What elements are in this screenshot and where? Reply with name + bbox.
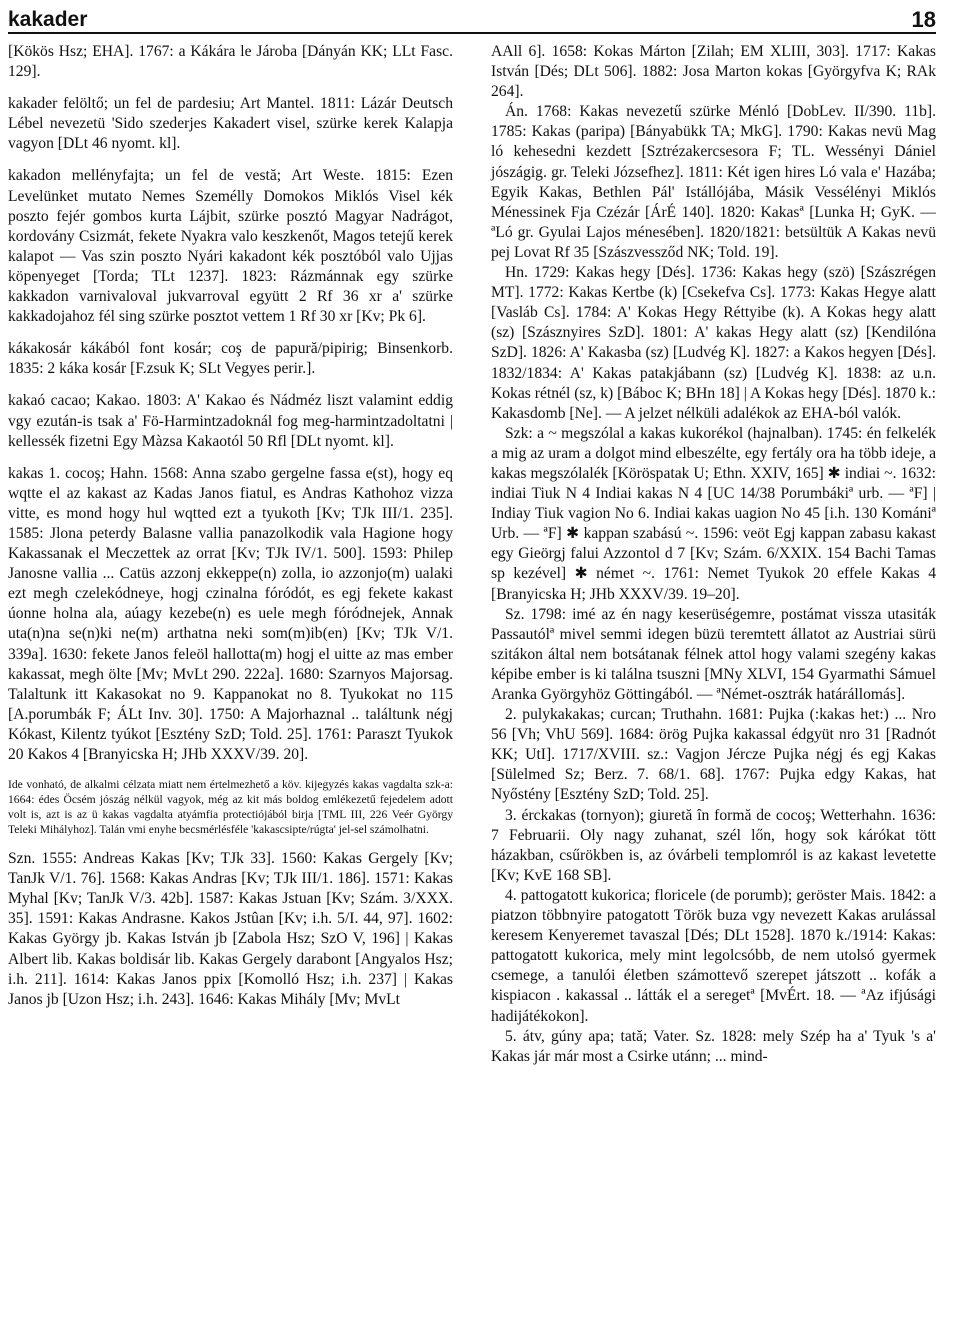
dictionary-page <box>0 2 960 1329</box>
saying-section: Sz. 1798: imé az én nagy keserüségemre, postámat vissza utasiták Passautólª mivel semmi idegen büzü teremtett állatot az Austriai sürü szitákon által nem botsátanak félnek attol hogy valami szegény kakas képibe ember is ki találna tsuszni [MNy XLVI, 154 Gyarmathi Sámuel Aranka Györgyhöz Göttingából. — ªNémet-osztrák határállomás]. <box>491 605 936 703</box>
sense-3: 3. érckakas (tornyon); giuretă în formă de cocoş; Wetterhahn. 1636: 7 Februarii. Oly nagy zuhanat, szél lőn, hogy sok kárókat tött házakban, csűrökben is, az óvárbeli templomról is az kakast levetette [Kv; KvE 168 SB]. <box>491 806 936 884</box>
entry-kakakosar: kákakosár kákából font kosár; coş de papură/pipirig; Binsenkorb. 1835: 2 káka kosár [F.zsuk K; SLt Vegyes perir.]. <box>8 340 453 378</box>
phrase-section: Szk: a ~ megszólal a kakas kukorékol (hajnalban). 1745: én felkelék a mig az uram a dolgot mind elbeszélte, egy fertály ora ha több ideje, a kakas megszólalék [Köröspatak U; Ethn. XXIV, 165] ✱ indiai ~. 1632: indiai Tiuk N 4 Indiai kakas N 4 [UC 14/38 Porumbákiª urb. — ªF] | Indiay Tiuk vagion No 6. Indiai kakas uagion No 45 [i.h. 130 Komániª Urb. — ªF] ✱ kappan szabású ~. 1596: veöt Egj kappan zabasu kakast egy Gieörgj falui Azzontol d 7 [Kv; Szám. 6/XXIX. 154 Bachi Tamas sp kezével] ✱ német ~. 1761: Nemet Tyukok 20 effele Kakas 4 [Branyicska H; JHb XXXV/39. 19–20]. <box>491 424 936 603</box>
page-number: 18 <box>911 7 936 32</box>
surname-section: Szn. 1555: Andreas Kakas [Kv; TJk 33]. 1560: Kakas Gergely [Kv; TanJk V/1. 76]. 1568: Kakas Andras [Kv; TJk III/1. 186]. 1571: Kakas Myhal [Kv; TanJk V/3. 42b]. 1587: Kakas Jstuan [Kv; Szám. 3/XXX. 35]. 1591: Kakas Andrasne. Kakos Jstûan [Kv; i.h. 5/I. 44, 97]. 1602: Kakas György jb. Kakas István jb [Zabola Hsz; SzO V, 196] | Kakas Albert lib. Kakas boldisár lib. Kakas Gergely darabont [Angyalos Hsz; i.h. 211]. 1614: Kakas Janos ppix [Komolló Hsz; i.h. 237] | Kakas Janos jb [Uzon Hsz; i.h. 243]. 1646: Kakas Mihály [Mv; MvLt <box>8 850 453 1008</box>
entry-kakas: kakas 1. cocoş; Hahn. 1568: Anna szabo gergelne fassa e(st), hogy eq wqtte el az kakast az Kadas Janos fiatul, es Andras Kathohoz vizza vitte, es mond hogy hul wqtted ezt a tyukoth [Kv; TJk III/1. 235]. 1585: Jlona peterdy Balasne vallia panazolkodik vala Hagione hogy Kakassanak el Meczettek az orrat [Kv; TJk IV/1. 500]. 1593: Philep Janosne vallia ... Catüs azzonj ekkeppe(n) zolla, io azzonjo(m) ualaki ezt megh czelekódneye, hogj czinalna fóródót, es egj fekete kakast úonne holna ala, aúagy kezebe(n) es uele megh fóródnejek, Annak uta(n)na se(n)ki ne(m) arthatna neki som(m)ib(en) [Kv; TJk V/1. 339a]. 1630: fekete Janos feleöl hallotta(m) hogj el uitte az mas ember kakassat, megh ölte [Mv; MvLt 290. 222a]. 1680: Szarnyos Majorsag. Talaltunk itt Kakasokat no 9. Kappanokat no 8. Tyukokat no 115 [A.porumbák F; ÁLt Inv. 30]. 1750: A Majorhaznal .. találtunk négj Kókast, Kilentz tyúkot [Esztény SzD; Told. 25]. 1761: Paraszt Tyukok 20 Kakos 4 [Branyicska H; JHb XXXV/39. 20]. <box>8 464 453 763</box>
sense-2: 2. pulykakakas; curcan; Truthahn. 1681: Pujka (:kakas het:) ... Nro 56 [Vh; VhU 569]. 1684: örög Pujka kakassal édgyüt nro 31 [Radnót KK; UtI]. 1717/XVIII. sz.: Vagjon Jércze Pujka négj és egj Kakas [Sülelmed Sz; Berz. 7. 68/1. 68]. 1767: Pujka edgy Kakas, hat Nyőstény [Esztény SzD; Told. 25]. <box>491 706 936 804</box>
surname-continuation: AAll 6]. 1658: Kokas Márton [Zilah; EM XLIII, 303]. 1717: Kakas István [Dés; DLt 506]. 1882: Josa Marton kokas [Györgyfva K; RAk 264]. <box>491 43 936 101</box>
entry-fragment: [Kökös Hsz; EHA]. 1767: a Kákára le Jároba [Dányán KK; LLt Fasc. 129]. <box>8 43 453 81</box>
entry-kakao: kakaó cacao; Kakao. 1803: A' Kakao és Nádméz liszt valamint eddig vgy ezután-is tsak a' Fö-Harmintzadoknál fog meg-harmintzadoltatni | kellessék fizetni Egy Màzsa Kakaotól 50 Rfl [DLt nyomt. kl]. <box>8 392 453 450</box>
animal-name-section: Án. 1768: Kakas nevezetű szürke Ménló [DobLev. II/390. 11b]. 1785: Kakas (paripa) [Bányabükk TA; MkG]. 1790: Kakas nevü Mag ló kehesedni kezdett [Sztrézakercsesora F; TL. Wessényi Dániel jószágig. gr. Teleki Józsefhez]. 1811: Két igen hires Ló vala e' Hazába; Egyik Kakas, Bethlen Pál' Istállójába, Másik Vessélényi Miklós Ménessinek Fja Czézár [ÁrÉ 140]. 1820: Kakasª [Lunka H; GyK. — ªLó gr. Gyulai Lajos ménesében]. 1820/1821: betsültük A Kakas nevü pej Lovat Rf 35 [Szászvessződ NK; Told. 19]. <box>491 103 936 261</box>
two-column-body <box>8 42 936 1067</box>
sense-5: 5. átv, gúny apa; tată; Vater. Sz. 1828: mely Szép ha a' Tyuk 's a' Kakas jár már most a Csirke utánn; ... mind- <box>491 1027 936 1065</box>
right-column <box>491 42 936 1067</box>
editorial-note <box>8 777 453 837</box>
running-headword: kakader <box>8 8 88 31</box>
entry-kakader: kakader felöltő; un fel de pardesiu; Art Mantel. 1811: Lázár Deutsch Lébel nevezetü 'Sido szederjes Kakadert visel, szürke kerek Kalapja vagyon [DLt 46 nyomt. kl]. <box>8 95 453 153</box>
note-text: Ide vonható, de alkalmi célzata miatt nem értelmezhető a köv. kijegyzés kakas vagdalta szk-a: 1664: édes Öcsém jószág nélkül vagyok, még az kit más boldog emlékezetű fejedelem adott volt is, azt is az ü kakas vagdalta atyámfia protectiójából birja [TML III, 226 Veér György Teleki Mihályhoz]. Talán vmi enyhe becsmérlésféle 'kakascsipte/rúgta' jel-sel számolhatni. <box>8 778 453 837</box>
left-column <box>8 42 453 1067</box>
entry-kakadon: kakadon mellényfajta; un fel de vestă; Art Weste. 1815: Ezen Levelünket mutato Nemes Személly Domokos Miklós Visel kék poszto fejér gombos kurta Lájbit, szürke posztó Magyar Nadrágot, kordovány Csizmát, fekete Nyakra valo keszkenőt, Magos tetejű kerek kalapot — Vas szin poszto Nyári kakadont kék posztóból valo Ujjas köpenyeget [Torda; TLt 1237]. 1823: Rázmánnak egy szürke kakkadon varnivaloval jukvarroval együtt 2 Rf 36 xr a' szürke kakkadojahoz fél sing szürke posztot vettem 1 Rf 30 xr [Kv; Pk 6]. <box>8 167 453 326</box>
page-header <box>8 2 936 34</box>
place-name-section: Hn. 1729: Kakas hegy [Dés]. 1736: Kakas hegy (szö) [Szászrégen MT]. 1772: Kakas Kertbe (k) [Csekefva Cs]. 1773: Kakas Hegye alatt [Vasláb Cs]. 1784: A' Kokas Hegy Réttyibe (k). A Kokas hegy alatt (sz) [Szásznyires SzD]. 1801: A' kakas Hegy alatt (sz) [Kendilóna SzD]. 1826: A' Kakasba (sz) [Ludvég K]. 1827: a Kakos hegyen [Dés]. 1832/1834: A' Kakas patakjábann (sz) [Ludvég K]. 1838: az u.n. Kokas rétnél (sz, k) [Báboc K; BHn 18] | A Kokas hegy [Dés]. 1870 k.: Kakasdomb [Ne]. — A jelzet nélküli adalékok az EHA-ból valók. <box>491 264 936 422</box>
sense-4: 4. pattogatott kukorica; floricele (de porumb); geröster Mais. 1842: a piatzon többnyire patogatott Török buza vgy nevezett Kakas arulással keresem Kenyeremet tavaszal [Dés; DLt 1528]. 1870 k./1914: Kakas: pattogatott kukorica, mely mint legolcsóbb, de nem utolsó gyermek csemege, a tanulói életben számottevő szerepet játszott .. kofák a kispiacon . kakassal .. látták el a seregetª [MvÉrt. 18. — ªAz ifjúsági hadijátékokon]. <box>491 886 936 1025</box>
